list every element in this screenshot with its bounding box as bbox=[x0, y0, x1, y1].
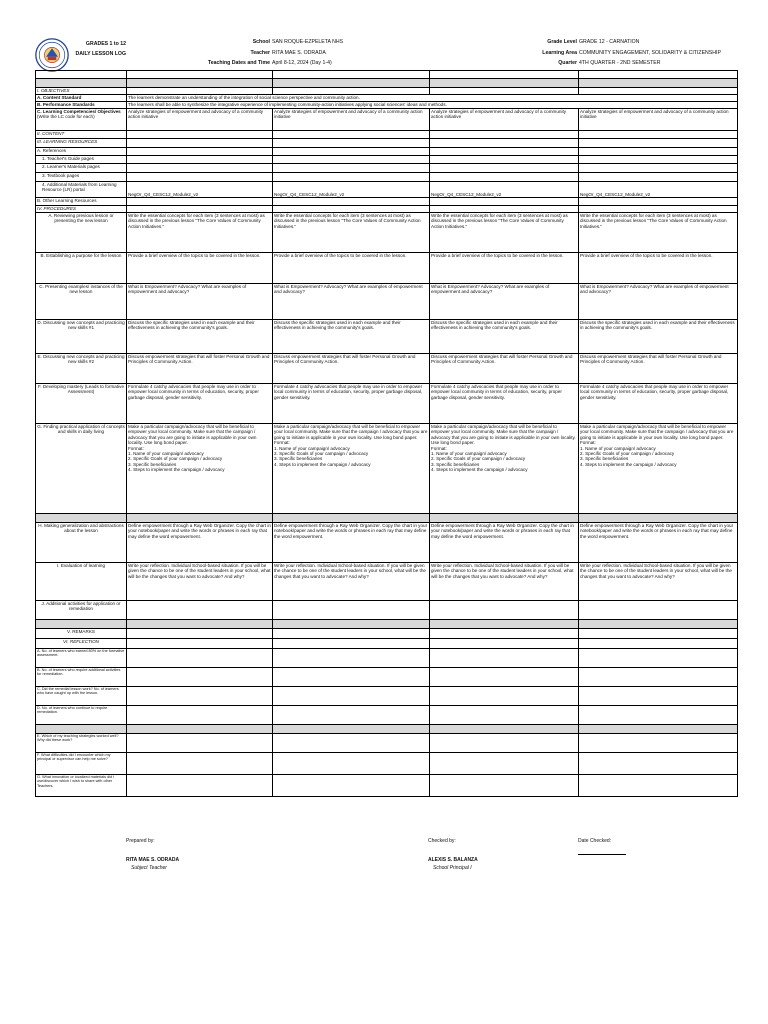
generalization-day2: Define empowerment through a Ray Web Organizer. Copy the chart in your notebook/paper and write the words or phrases in each ray that may define the word empowerment. bbox=[273, 523, 430, 563]
date-checked-label: Date Checked: bbox=[578, 838, 612, 844]
evaluation-day2: Write your reflection. Individual School-based situation. If you will be given the chance to be one of the student leaders in your school, what will be the changes that you want to advocate? And why? bbox=[273, 563, 430, 601]
review-day2: Write the essential concepts for each item (3 sentences at most) as discussed in the previous lesson "The Core Values of Community Action Initiatives." bbox=[273, 213, 430, 253]
format-label: Format: bbox=[580, 440, 596, 446]
row-reflection-e bbox=[36, 734, 738, 753]
row-purpose bbox=[36, 253, 738, 284]
evaluation-label: I. Evaluation of learning bbox=[36, 563, 127, 601]
reflection-f-label: F. What difficulties did I encounter which my principal or supervisor can help me solve? bbox=[36, 753, 127, 775]
competencies-day3: Analyze strategies of empowerment and advocacy of a community action initiative bbox=[430, 109, 579, 131]
row-practical bbox=[36, 424, 738, 514]
row-reflection-d bbox=[36, 706, 738, 725]
presenting-day3: What is Empowerment? Advocacy? What are examples of empowerment and advocacy? bbox=[430, 284, 579, 320]
resources-label: III. LEARNING RESOURCES bbox=[36, 139, 127, 148]
grade-label: Grade Level bbox=[547, 39, 577, 45]
row-references bbox=[36, 148, 738, 156]
row-competencies bbox=[36, 109, 738, 131]
row-textbook bbox=[36, 173, 738, 182]
practical-day4 bbox=[579, 424, 738, 514]
review-label: A. Reviewing previous lesson or presenting the new lesson bbox=[36, 213, 127, 253]
deped-seal-icon bbox=[35, 38, 69, 72]
format-item-3: 3. Specific beneficiaries bbox=[274, 456, 323, 462]
area-value: COMMUNITY ENGAGEMENT, SOLIDARITY & CITIZENSHIP bbox=[579, 50, 721, 56]
discuss-1-label: D. Discussing new concepts and practicing new skills #1 bbox=[36, 320, 127, 354]
school-value: SAN ROQUE-EZPELETA NHS bbox=[272, 39, 344, 45]
purpose-day4: Provide a brief overview of the topics to be covered in the lesson. bbox=[579, 253, 738, 284]
practical-text: Make a particular campaign/advocacy that will be beneficial to empower your local community. Make sure that the campaign / advocacy that you are going to initiate is applicable in your own locality. Use long bond paper. bbox=[128, 424, 257, 446]
dates-value: April 8-12, 2024 (Day 1-4) bbox=[272, 60, 332, 66]
generalization-day4: Define empowerment through a Ray Web Organizer. Copy the chart in your notebook/paper and write the words or phrases in each ray that may define the word empowerment. bbox=[579, 523, 738, 563]
discuss-1-day1: Discuss the specific strategies used in each example and their effectiveness in achieving the community's goals. bbox=[127, 320, 273, 354]
review-day3: Write the essential concepts for each item (3 sentences at most) as discussed in the previous lesson "The Core Values of Community Action Initiatives." bbox=[430, 213, 579, 253]
format-item-1: 1. Name of your campaign/ advocacy bbox=[580, 445, 656, 451]
row-remarks bbox=[36, 629, 738, 639]
purpose-label: B. Establishing a purpose for the lesson bbox=[36, 253, 127, 284]
grades-label bbox=[74, 39, 126, 59]
row-additional bbox=[36, 601, 738, 620]
discuss-2-label: E. Discussing new concepts and practicing new skills #2 bbox=[36, 354, 127, 384]
mastery-day4: Formulate 4 catchy advocacies that people may use in order to empower local community in terms of education, security, proper garbage disposal, gender sensitivity. bbox=[579, 384, 738, 424]
row-reflection-a bbox=[36, 649, 738, 668]
presenting-day4: What is Empowerment? Advocacy? What are examples of empowerment and advocacy? bbox=[579, 284, 738, 320]
checked-by-role: School Principal I bbox=[433, 865, 472, 871]
checked-by-label: Checked by: bbox=[428, 838, 456, 844]
presenting-day1: What is Empowerment? Advocacy? What are examples of empowerment and advocacy? bbox=[127, 284, 273, 320]
teacher-label: Teacher bbox=[250, 50, 270, 56]
practical-text: Make a particular campaign/advocacy that will be beneficial to empower your local community. Make sure that the campaign / advocacy that you are going to initiate is applicable in your own locality. Use long bond paper. bbox=[580, 424, 734, 440]
format-item-4: 4. Steps to implement the campaign / advocacy bbox=[580, 461, 677, 467]
row-reflection-c bbox=[36, 687, 738, 706]
quarter-value: 4TH QUARTER - 2ND SEMESTER bbox=[579, 60, 661, 66]
presenting-label: C. Presenting examples/ instances of the new lesson bbox=[36, 284, 127, 320]
discuss-2-day4: Discuss empowerment strategies that will foster Personal Growth and Principles of Community Action. bbox=[579, 354, 738, 384]
content-standard-label: A. Content Standard bbox=[36, 95, 127, 102]
format-item-2: 2. Specific Goals of your campaign / advocacy bbox=[580, 451, 675, 457]
row-performance-standards bbox=[36, 102, 738, 109]
row-reflection-g bbox=[36, 775, 738, 797]
row-learners-materials bbox=[36, 164, 738, 173]
reflection-c-label: C. Did the remedial lesson work? No. of learners who have caught up with the lesson. bbox=[36, 687, 127, 706]
competencies-day1: Analyze strategies of empowerment and advocacy of a community action initiative bbox=[127, 109, 273, 131]
practical-day2 bbox=[273, 424, 430, 514]
format-item-2: 2. Specific Goals of your campaign / advocacy bbox=[128, 456, 223, 462]
remarks-label: V. REMARKS bbox=[36, 629, 127, 639]
row-content-standard bbox=[36, 95, 738, 102]
purpose-day1: Provide a brief overview of the topics to be covered in the lesson. bbox=[127, 253, 273, 284]
format-label: Format: bbox=[128, 445, 144, 451]
row-mastery bbox=[36, 384, 738, 424]
row-objectives bbox=[36, 88, 738, 95]
discuss-2-day3: Discuss empowerment strategies that will foster Personal Growth and Principles of Community Action. bbox=[430, 354, 579, 384]
lr-day1: NegOr_Q4_CESC12_Module2_v2 bbox=[127, 182, 273, 198]
references-label: A. References bbox=[36, 148, 127, 156]
evaluation-day1: Write your reflection. Individual School-based situation. If you will be given the chance to be one of the student leaders in your school, what will be the changes that you want to advocate? And why? bbox=[127, 563, 273, 601]
spacer-row bbox=[36, 71, 738, 79]
objectives-label: I. OBJECTIVES bbox=[36, 88, 127, 95]
lesson-log-table bbox=[35, 70, 738, 797]
mastery-day3: Formulate 4 catchy advocacies that people may use in order to empower local community in terms of education, security, proper garbage disposal, gender sensitivity. bbox=[430, 384, 579, 424]
prepared-by-name: RITA MAE S. ODRADA bbox=[126, 857, 180, 863]
generalization-day3: Define empowerment through a Ray Web Organizer. Copy the chart in your notebook/paper and write the words or phrases in each ray that may define the word empowerment. bbox=[430, 523, 579, 563]
row-discuss-1 bbox=[36, 320, 738, 354]
format-label: Format: bbox=[431, 445, 447, 451]
reflection-g-label: G. What innovation or localized materials did I use/discover which I wish to share with other Teachers. bbox=[36, 775, 127, 797]
format-item-4: 4. Steps to implement the campaign / advocacy bbox=[431, 467, 528, 473]
grades-text: GRADES 1 to 12 bbox=[85, 41, 126, 47]
purpose-day2: Provide a brief overview of the topics to be covered in the lesson. bbox=[273, 253, 430, 284]
performance-standards-label: B. Performance Standards bbox=[36, 102, 127, 109]
evaluation-day3: Write your reflection. Individual School-based situation. If you will be given the chance to be one of the student leaders in your school, what will be the changes that you want to advocate? And why? bbox=[430, 563, 579, 601]
evaluation-day4: Write your reflection. Individual School-based situation. If you will be given the chance to be one of the student leaders in your school, what will be the changes that you want to advocate? And why? bbox=[579, 563, 738, 601]
row-discuss-2 bbox=[36, 354, 738, 384]
format-item-2: 2. Specific Goals of your campaign / advocacy bbox=[431, 456, 526, 462]
mastery-day1: Formulate 4 catchy advocacies that people may use in order to empower local community in terms of education, security, proper garbage disposal, gender sensitivity. bbox=[127, 384, 273, 424]
dll-text: DAILY LESSON LOG bbox=[75, 51, 126, 57]
reflection-b-label: B. No. of learners who require additional activities for remediation. bbox=[36, 668, 127, 687]
grey-row bbox=[36, 620, 738, 629]
row-reflection bbox=[36, 639, 738, 649]
reflection-d-label: D. No. of learners who continue to require remediation. bbox=[36, 706, 127, 725]
prepared-by-role: Subject Teacher bbox=[131, 865, 167, 871]
row-reflection-f bbox=[36, 753, 738, 775]
reflection-e-label: E. Which of my teaching strategies worked well? Why did these work? bbox=[36, 734, 127, 753]
performance-standards-text: The learners shall be able to synthesize the integrative experience of implementing community-action initiatives applying social sciences' ideas and methods. bbox=[127, 102, 738, 109]
lr-day3: NegOr_Q4_CESC12_Module2_v2 bbox=[430, 182, 579, 198]
generalization-label: H. Making generalization and abstractions about the lesson bbox=[36, 523, 127, 563]
other-resources-label: B. Other Learning Resources bbox=[36, 198, 127, 206]
format-item-2: 2. Specific Goals of your campaign / advocacy bbox=[274, 451, 369, 457]
presenting-day2: What is Empowerment? Advocacy? What are examples of empowerment and advocacy? bbox=[273, 284, 430, 320]
review-day1: Write the essential concepts for each item (3 sentences at most) as discussed in the previous lesson "The Core Values of Community Action Initiatives." bbox=[127, 213, 273, 253]
dates-label: Teaching Dates and Time bbox=[207, 60, 270, 66]
grey-row bbox=[36, 79, 738, 88]
format-item-3: 3. Specific beneficiaries bbox=[431, 461, 480, 467]
practical-text: Make a particular campaign/advocacy that will be beneficial to empower your local community. Make sure that the campaign / advocacy that you are going to initiate is applicable in your own locality. Use long bond paper. bbox=[431, 424, 576, 446]
row-review bbox=[36, 213, 738, 253]
row-procedures bbox=[36, 206, 738, 213]
discuss-2-day2: Discuss empowerment strategies that will foster Personal Growth and Principles of Community Action. bbox=[273, 354, 430, 384]
practical-day3 bbox=[430, 424, 579, 514]
row-teachers-guide bbox=[36, 156, 738, 164]
generalization-day1: Define empowerment through a Ray Web Organizer. Copy the chart in your notebook/paper and write the words or phrases in each ray that may define the word empowerment. bbox=[127, 523, 273, 563]
content-label: II. CONTENT bbox=[36, 131, 127, 139]
row-reflection-b bbox=[36, 668, 738, 687]
format-item-1: 1. Name of your campaign/ advocacy bbox=[128, 451, 204, 457]
grey-row bbox=[36, 725, 738, 734]
reflection-a-label: A. No. of learners who earned 80% on the formative assessment. bbox=[36, 649, 127, 668]
textbook-label: 3. Textbook pages bbox=[36, 173, 127, 182]
lr-portal-label: 4. Additional Materials from Learning Resource (LR) portal bbox=[36, 182, 127, 198]
format-item-4: 4. Steps to implement the campaign / advocacy bbox=[128, 467, 225, 473]
discuss-2-day1: Discuss empowerment strategies that will foster Personal Growth and Principles of Community Action. bbox=[127, 354, 273, 384]
row-presenting bbox=[36, 284, 738, 320]
review-day4: Write the essential concepts for each item (3 sentences at most) as discussed in the previous lesson "The Core Values of Community Action Initiatives." bbox=[579, 213, 738, 253]
mastery-label: F. Developing mastery (Leads to formative Assessment) bbox=[36, 384, 127, 424]
competencies-title: C. Learning Competencies/ Objectives bbox=[37, 109, 121, 114]
teacher-value: RITA MAE S. ODRADA bbox=[272, 50, 326, 56]
discuss-1-day2: Discuss the specific strategies used in each example and their effectiveness in achieving the community's goals. bbox=[273, 320, 430, 354]
area-label: Learning Area bbox=[542, 50, 577, 56]
reflection-label: VI. REFLECTION bbox=[36, 639, 127, 649]
date-checked-line bbox=[578, 854, 626, 855]
prepared-by-label: Prepared by: bbox=[126, 838, 155, 844]
competencies-label bbox=[36, 109, 127, 131]
learners-materials-label: 2. Learner's Materials pages bbox=[36, 164, 127, 173]
mastery-day2: Formulate 4 catchy advocacies that people may use in order to empower local community in terms of education, security, proper garbage disposal, gender sensitivity. bbox=[273, 384, 430, 424]
lr-day4: NegOr_Q4_CESC12_Module2_v2 bbox=[579, 182, 738, 198]
format-item-1: 1. Name of your campaign/ advocacy bbox=[431, 451, 507, 457]
checked-by-name: ALEXIS S. BALANZA bbox=[428, 857, 478, 863]
practical-day1 bbox=[127, 424, 273, 514]
discuss-1-day4: Discuss the specific strategies used in each example and their effectiveness in achieving the community's goals. bbox=[579, 320, 738, 354]
competencies-day4: Analyze strategies of empowerment and advocacy of a community action initiative bbox=[579, 109, 738, 131]
format-item-3: 3. Specific beneficiaries bbox=[128, 461, 177, 467]
discuss-1-day3: Discuss the specific strategies used in each example and their effectiveness in achieving the community's goals. bbox=[430, 320, 579, 354]
row-lr-portal bbox=[36, 182, 738, 198]
format-item-1: 1. Name of your campaign/ advocacy bbox=[274, 445, 350, 451]
format-item-4: 4. Steps to implement the campaign / advocacy bbox=[274, 461, 371, 467]
grey-row bbox=[36, 514, 738, 523]
grade-value: GRADE 12 - CARNATION bbox=[579, 39, 640, 45]
quarter-label: Quarter bbox=[558, 60, 577, 66]
competencies-day2: Analyze strategies of empowerment and advocacy of a community action initiative bbox=[273, 109, 430, 131]
format-label: Format: bbox=[274, 440, 290, 446]
purpose-day3: Provide a brief overview of the topics to be covered in the lesson. bbox=[430, 253, 579, 284]
row-evaluation bbox=[36, 563, 738, 601]
procedures-label: IV. PROCEDURES bbox=[36, 206, 127, 213]
row-other-resources bbox=[36, 198, 738, 206]
practical-text: Make a particular campaign/advocacy that will be beneficial to empower your local community. Make sure that the campaign / advocacy that you are going to initiate is applicable in your own locality. Use long bond paper. bbox=[274, 424, 428, 440]
competencies-note: (Write the LC code for each) bbox=[37, 114, 95, 120]
school-label: School bbox=[252, 39, 270, 45]
format-item-3: 3. Specific beneficiaries bbox=[580, 456, 629, 462]
content-standard-text: The learners demonstrate an understanding of the integration of social science perspective and community action. bbox=[127, 95, 738, 102]
row-resources bbox=[36, 139, 738, 148]
lr-day2: NegOr_Q4_CESC12_Module2_v2 bbox=[273, 182, 430, 198]
teachers-guide-label: 1. Teacher's Guide pages bbox=[36, 156, 127, 164]
practical-label: G. Finding practical application of concepts and skills in daily living bbox=[36, 424, 127, 514]
row-content bbox=[36, 131, 738, 139]
additional-label: J. Additional activities for application or remediation bbox=[36, 601, 127, 620]
row-generalization bbox=[36, 523, 738, 563]
